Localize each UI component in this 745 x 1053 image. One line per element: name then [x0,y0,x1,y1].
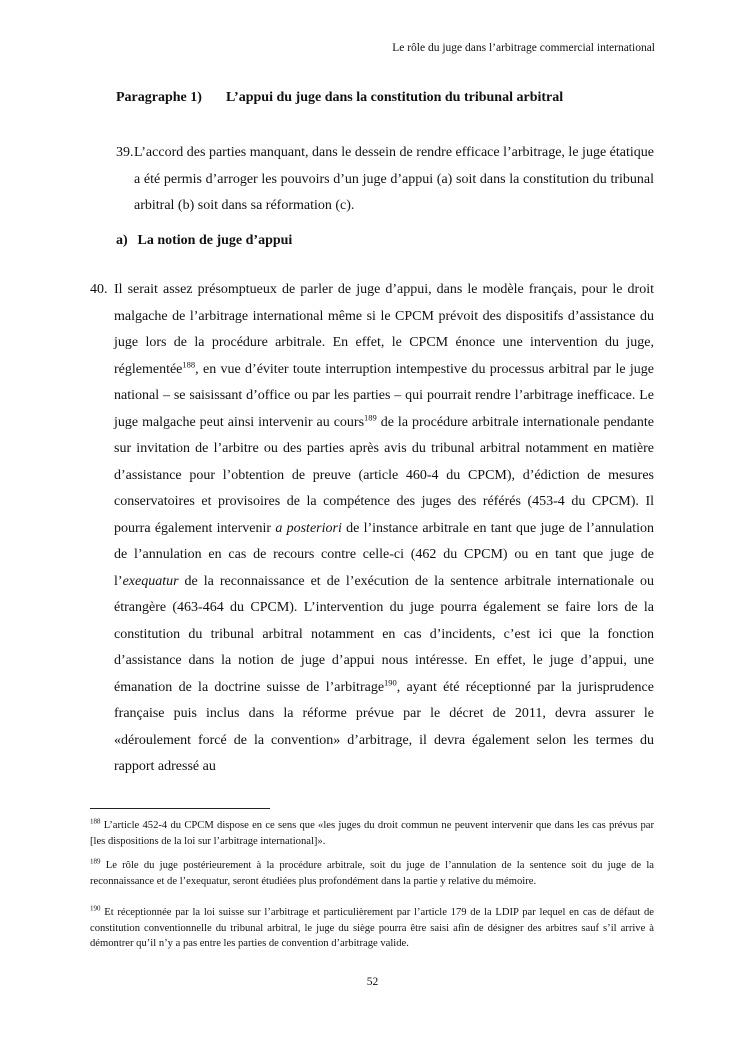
footnote-text: Et réceptionnée par la loi suisse sur l’arbitrage et particulièrement par l’article 179 de la LDIP par lequel en cas de défaut de constitution conventionnelle du tribunal arbitral, le juge du siège pourra être saisi afin de désigner des arbitres sauf s’il arrive à démontrer qu’il n’y a pas entre les parties de convention d’arbitrage valide. [90,907,654,949]
paragraph-text: L’accord des parties manquant, dans le dessein de rendre efficace l’arbitrage, le juge étatique a été permis d’arroger les pouvoirs d’un juge d’appui (a) soit dans la constitution du tribunal arbitral (b) soit dans sa réformation (c). [134,145,654,213]
numbered-paragraph-40 [90,277,654,781]
footnote-number: 190 [90,904,101,913]
numbered-paragraph-39 [116,140,654,220]
footnote-ref-189[interactable]: 189 [364,411,377,422]
footnote-189 [90,858,654,889]
paragraph-heading-title: L’appui du juge dans la constitution du tribunal arbitral [226,90,564,105]
italic-term: a posteriori [275,520,342,536]
page-number: 52 [366,976,379,988]
footnote-number: 189 [90,857,101,866]
paragraph-heading [116,90,563,106]
subsection-heading [116,233,292,249]
paragraph-number: 39. [116,145,134,160]
italic-term: exequatur [122,573,179,589]
text-run: de l’instance arbitrale en tant que juge de l’annulation de l’annulation en cas de recours contre celle-ci (462 du CPCM) ou en tant que juge de l’ [114,520,655,589]
footnote-190 [90,905,654,952]
footnote-text: L’article 452-4 du CPCM dispose en ce sens que «les juges du droit commun ne peuvent intervenir que dans les cas prévus par [les dispositions de la loi sur l’arbitrage international]». [90,820,654,847]
footnote-ref-188[interactable]: 188 [182,358,196,369]
subsection-title: La notion de juge d’appui [137,233,293,248]
paragraph-text [90,277,654,781]
text-run: , en vue d’éviter toute interruption intempestive du processus arbitral par le juge national – se saisissant d’office ou par les parties – qui pourrait rendre l’arbitrage inefficace. Le juge malgache peut ainsi intervenir au cours [114,361,654,430]
footnote-188 [90,818,654,849]
text-run: Il serait assez présomptueux de parler de juge d’appui, dans le modèle français, pour le droit malgache de l’arbitrage international même si le CPCM prévoit des dispositifs d’assistance du juge lors de la procédure arbitrale. En effet, le CPCM énonce une intervention du juge, réglementée [114,282,654,377]
footnote-separator [90,808,270,809]
paragraph-heading-number: Paragraphe 1) [116,90,202,105]
text-run: , ayant été réceptionné par la jurisprudence française puis inclus dans la réforme prévue par le décret de 2011, devra assurer le «déroulement forcé de la convention» d’arbitrage, il devra également selon les termes du rapport adressé au [114,679,654,774]
running-header: Le rôle du juge dans l’arbitrage commercial international [392,42,655,54]
text-run: de la reconnaissance et de l’exécution de la sentence arbitrale internationale ou étrangère (463-464 du CPCM). L’intervention du juge pourra également se faire lors de la constitution du tribunal arbitral notamment en cas d’incidents, c’est ici que la fonction d’assistance dans la notion de juge d’appui nous intéresse. En effet, le juge d’appui, une émanation de la doctrine suisse de l’arbitrage [114,573,654,695]
footnote-text: Le rôle du juge postérieurement à la procédure arbitrale, soit du juge de l’annulation de la sentence soit du juge de la reconnaissance et de l’exequatur, seront étudiées plus profondément dans la partie y relative du mémoire. [90,860,654,887]
paragraph-number: 40. [90,282,108,297]
subsection-letter: a) [116,233,128,248]
footnote-ref-190[interactable]: 190 [384,676,397,687]
footnote-number: 188 [90,817,101,826]
text-run: de la procédure arbitrale internationale pendante sur invitation de l’arbitre ou des parties après avis du tribunal arbitral notamment en matière d’assistance pour l’obtention de preuve (article 460-4 du CPCM), d’édiction de mesures conservatoires et provisoires de la compétence des juges des référés (453-4 du CPCM). Il pourra également intervenir [114,414,654,536]
